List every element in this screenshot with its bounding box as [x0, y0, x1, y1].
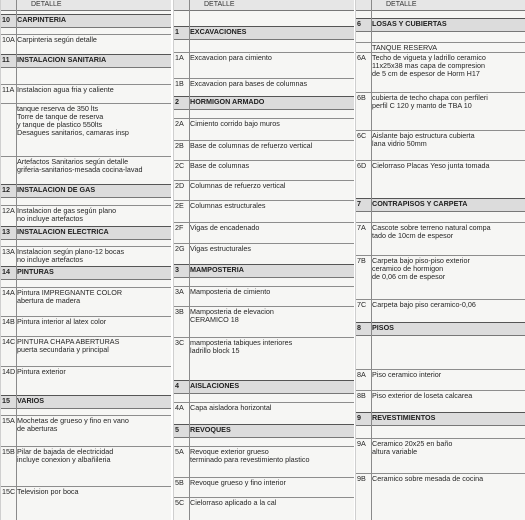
section-title — [17, 16, 169, 24]
section-title — [17, 56, 169, 64]
item-description — [190, 182, 352, 190]
item-description — [372, 440, 524, 456]
description-line: Cielorraso Placas Yeso junta tomada — [372, 161, 490, 170]
description-line: Pintura interior al latex color — [17, 317, 107, 326]
item-number: 3B — [175, 307, 184, 316]
description-line: PISOS — [372, 323, 394, 332]
item-description — [190, 339, 352, 355]
description-line: Mochetas de grueso y fino en vano — [17, 416, 129, 425]
item-row — [1, 103, 171, 140]
section-row — [174, 264, 354, 278]
item-description — [372, 371, 524, 379]
item-number: 7B — [357, 256, 366, 265]
item-number: 5A — [175, 447, 184, 456]
item-description — [372, 301, 524, 309]
description-line: HORMIGON ARMADO — [190, 97, 265, 106]
description-line: Cielorraso aplicado a la cal — [190, 498, 277, 507]
item-description — [190, 142, 352, 150]
number-column-divider — [371, 0, 372, 520]
item-number: 7A — [357, 223, 366, 232]
item-number: 5C — [175, 498, 185, 507]
item-number: 10 — [2, 15, 10, 24]
item-number: 6A — [357, 53, 366, 62]
page-right — [355, 0, 525, 520]
description-line: Carpinteria según detalle — [17, 35, 97, 44]
column-header: DETALLE — [1, 0, 171, 11]
item-row — [174, 118, 354, 131]
section-title — [372, 414, 524, 422]
item-description — [17, 338, 169, 354]
description-line: Television por boca — [17, 487, 79, 496]
description-line: de 0,06 cm de espesor — [372, 272, 446, 281]
item-number: 14A — [2, 288, 15, 297]
item-number: 3 — [175, 265, 179, 274]
item-row — [1, 415, 171, 436]
description-line: terminado para revestimiento plastico — [190, 455, 310, 464]
description-line: Artefactos Sanitarios según detalle — [17, 157, 129, 166]
item-number: 2D — [175, 181, 185, 190]
item-number: 8 — [357, 323, 361, 332]
item-number: 15A — [2, 416, 15, 425]
description-line: Piso exterior de loseta calcarea — [372, 391, 473, 400]
item-row — [174, 222, 354, 235]
description-line: TANQUE RESERVA — [372, 43, 438, 52]
number-column-divider — [189, 0, 190, 520]
item-number: 2A — [175, 119, 184, 128]
item-number: 12A — [2, 206, 15, 215]
description-line: no incluye artefactos — [17, 255, 83, 264]
item-number: 14C — [2, 337, 16, 346]
description-line: Revoque grueso y fino interior — [190, 478, 286, 487]
item-number: 12 — [2, 185, 10, 194]
section-title — [372, 20, 524, 28]
item-description — [190, 202, 352, 210]
description-line: Piso ceramico interior — [372, 370, 442, 379]
item-row — [1, 287, 171, 308]
item-description — [372, 224, 524, 240]
item-description — [372, 392, 524, 400]
section-title — [190, 426, 352, 434]
item-description — [17, 488, 169, 496]
page-middle — [173, 0, 354, 520]
description-line: Cascote sobre terreno natural compa — [372, 223, 491, 232]
section-row — [1, 395, 171, 409]
item-description — [17, 289, 169, 305]
item-row — [356, 92, 525, 113]
description-line: abertura de madera — [17, 296, 81, 305]
item-description — [190, 479, 352, 487]
item-row — [174, 286, 354, 299]
description-line: 11x25x38 mas capa de compresion — [372, 61, 485, 70]
item-description — [372, 162, 524, 170]
item-description — [190, 245, 352, 253]
description-line: Mamposteria de elevacion — [190, 307, 274, 316]
section-row — [174, 96, 354, 110]
section-row — [1, 266, 171, 280]
section-row — [1, 226, 171, 240]
item-row — [174, 52, 354, 65]
item-number: 6 — [357, 19, 361, 28]
section-title — [17, 228, 169, 236]
description-line: cubierta de techo chapa con perfileri — [372, 93, 488, 102]
item-description — [190, 120, 352, 128]
description-line: Vigas estructurales — [190, 244, 251, 253]
description-line: perfil C 120 y manto de TBA 10 — [372, 101, 472, 110]
item-number: 15C — [2, 487, 16, 496]
item-description — [17, 248, 169, 264]
description-line: EXCAVACIONES — [190, 27, 247, 36]
item-number: 11A — [2, 85, 15, 94]
item-description — [190, 80, 352, 88]
description-line: ladrillo block 15 — [190, 346, 240, 355]
section-title — [17, 186, 169, 194]
item-number: 15 — [2, 396, 10, 405]
item-row — [356, 52, 525, 81]
section-title — [190, 28, 352, 36]
item-number: 2G — [175, 244, 185, 253]
item-number: 2E — [175, 201, 184, 210]
item-number: 5B — [175, 478, 184, 487]
description-line: REVESTIMIENTOS — [372, 413, 436, 422]
description-line: INSTALACION SANITARIA — [17, 55, 107, 64]
item-row — [1, 84, 171, 97]
item-row — [174, 200, 354, 213]
description-line: Techo de vigueta y ladrillo ceramico — [372, 53, 486, 62]
item-row — [1, 205, 171, 226]
item-number: 1B — [175, 79, 184, 88]
section-title — [372, 200, 524, 208]
column-header: DETALLE — [174, 0, 354, 11]
section-row — [356, 198, 525, 212]
item-number: 2B — [175, 141, 184, 150]
item-number: 10A — [2, 35, 15, 44]
item-number: 2C — [175, 161, 185, 170]
description-line: no incluye artefactos — [17, 214, 83, 223]
section-title — [372, 324, 524, 332]
item-description — [190, 288, 352, 296]
item-row — [174, 160, 354, 173]
description-line: Instalacion según plano-12 bocas — [17, 247, 125, 256]
item-row — [174, 243, 354, 256]
description-line: Columnas estructurales — [190, 201, 266, 210]
description-line: y tanque de plastico 550lts — [17, 120, 103, 129]
item-row — [356, 130, 525, 151]
description-line: Instalacion de gas según plano — [17, 206, 117, 215]
number-column-divider — [16, 0, 17, 520]
item-row — [356, 255, 525, 284]
item-row — [1, 156, 171, 177]
description-line: de 5 cm de espesor de Horm H17 — [372, 69, 480, 78]
item-description — [372, 94, 524, 110]
description-line: Mamposteria de cimiento — [190, 287, 271, 296]
item-row — [1, 34, 171, 47]
item-description — [17, 448, 169, 464]
item-number: 4 — [175, 381, 179, 390]
item-number: 13A — [2, 247, 15, 256]
item-number: 1A — [175, 53, 184, 62]
item-row — [174, 78, 354, 91]
item-description — [190, 404, 352, 412]
item-number: 5 — [175, 425, 179, 434]
description-line: altura variable — [372, 447, 418, 456]
description-line: Ceramico sobre mesada de cocina — [372, 474, 484, 483]
item-number: 13 — [2, 227, 10, 236]
section-row — [356, 412, 525, 426]
section-row — [174, 380, 354, 394]
item-number: 9 — [357, 413, 361, 422]
description-line: Aislante bajo estructura cubierta — [372, 131, 475, 140]
description-line: INSTALACION DE GAS — [17, 185, 96, 194]
item-row — [1, 486, 171, 499]
description-line: CERAMICO 18 — [190, 315, 239, 324]
item-row — [356, 390, 525, 403]
item-description — [190, 448, 352, 464]
description-line: Base de columnas de refuerzo vertical — [190, 141, 313, 150]
item-row — [1, 366, 171, 379]
section-title — [190, 382, 352, 390]
item-description — [17, 158, 169, 174]
description-line: AISLACIONES — [190, 381, 240, 390]
section-title — [17, 397, 169, 405]
description-line: CARPINTERIA — [17, 15, 67, 24]
column-header: DETALLE — [356, 0, 525, 11]
description-line: Pintura exterior — [17, 367, 66, 376]
section-row — [356, 18, 525, 32]
page-left — [0, 0, 171, 520]
item-number: 2 — [175, 97, 179, 106]
section-row — [356, 322, 525, 336]
description-line: griferia-sanitarios-mesada cocina-lavad — [17, 165, 143, 174]
section-title — [17, 268, 169, 276]
description-line: Revoque exterior grueso — [190, 447, 269, 456]
section-row — [1, 14, 171, 28]
description-line: puerta secundaria y principal — [17, 345, 109, 354]
description-line: ceramico de hormigon — [372, 264, 444, 273]
item-row — [356, 438, 525, 459]
description-line: VARIOS — [17, 396, 45, 405]
item-row — [1, 446, 171, 467]
item-row — [174, 180, 354, 193]
section-row — [174, 26, 354, 40]
section-row — [1, 54, 171, 68]
description-line: Torre de tanque de reserva — [17, 112, 104, 121]
item-row — [1, 316, 171, 329]
item-description — [372, 54, 524, 78]
item-description — [190, 499, 352, 507]
item-number: 9A — [357, 439, 366, 448]
description-line: incluye conexion y albañileria — [17, 455, 111, 464]
item-number: 1 — [175, 27, 179, 36]
item-description — [17, 368, 169, 376]
item-description — [190, 308, 352, 324]
item-row — [356, 222, 525, 243]
item-description — [17, 105, 169, 137]
description-line: de aberturas — [17, 424, 58, 433]
description-line: Columnas de refuerzo vertical — [190, 181, 286, 190]
item-description — [17, 86, 169, 94]
description-line: Desagues sanitarios, camaras insp — [17, 128, 129, 137]
description-line: Vigas de encadenado — [190, 223, 260, 232]
item-row — [174, 306, 354, 327]
description-line: tanque reserva de 350 lts — [17, 104, 99, 113]
description-line: INSTALACION ELECTRICA — [17, 227, 109, 236]
description-line: Ceramico 20x25 en baño — [372, 439, 453, 448]
item-description — [372, 257, 524, 281]
item-number: 6C — [357, 131, 367, 140]
item-row — [174, 402, 354, 415]
item-description — [17, 36, 169, 44]
description-line: PINTURAS — [17, 267, 54, 276]
section-title — [190, 98, 352, 106]
item-description — [372, 132, 524, 148]
item-description — [190, 54, 352, 62]
item-number: 2F — [175, 223, 184, 232]
item-number: 14D — [2, 367, 16, 376]
item-description — [17, 207, 169, 223]
item-row — [174, 497, 354, 510]
description-line: REVOQUES — [190, 425, 231, 434]
description-line: mamposteria tabiques interiores — [190, 338, 293, 347]
item-row — [1, 336, 171, 357]
description-line: Base de columnas — [190, 161, 250, 170]
description-line: Carpeta bajo piso ceramico-0,06 — [372, 300, 476, 309]
item-description — [17, 417, 169, 433]
item-description — [372, 44, 524, 52]
section-row — [174, 424, 354, 438]
description-line: Excavacion para cimiento — [190, 53, 272, 62]
description-line: Pintura IMPREGNANTE COLOR — [17, 288, 123, 297]
item-number: 7 — [357, 199, 361, 208]
description-line: Carpeta bajo piso-piso exterior — [372, 256, 470, 265]
item-row — [1, 246, 171, 267]
item-number: 15B — [2, 447, 15, 456]
item-number: 6B — [357, 93, 366, 102]
item-row — [174, 477, 354, 490]
section-row — [1, 184, 171, 198]
description-line: LOSAS Y CUBIERTAS — [372, 19, 447, 28]
item-number: 11 — [2, 55, 10, 64]
description-line: MAMPOSTERIA — [190, 265, 244, 274]
item-row — [356, 160, 525, 173]
item-number: 3C — [175, 338, 185, 347]
item-number: 8B — [357, 391, 366, 400]
description-line: Capa aisladora horizontal — [190, 403, 272, 412]
item-number: 3A — [175, 287, 184, 296]
description-line: Instalacion agua fria y caliente — [17, 85, 114, 94]
item-row — [174, 446, 354, 467]
description-line: PINTURA CHAPA ABERTURAS — [17, 337, 120, 346]
item-number: 14B — [2, 317, 15, 326]
item-row — [356, 473, 525, 486]
item-number: 8A — [357, 370, 366, 379]
item-row — [174, 337, 354, 358]
item-number: 14 — [2, 267, 10, 276]
description-line: CONTRAPISOS Y CARPETA — [372, 199, 468, 208]
item-number: 9B — [357, 474, 366, 483]
item-description — [190, 224, 352, 232]
item-row — [356, 369, 525, 382]
description-line: Excavacion para bases de columnas — [190, 79, 308, 88]
item-number: 6D — [357, 161, 367, 170]
item-description — [17, 318, 169, 326]
description-line: Cimiento corrido bajo muros — [190, 119, 280, 128]
item-row — [174, 140, 354, 153]
item-description — [190, 162, 352, 170]
item-number: 7C — [357, 300, 367, 309]
description-line: tado de 10cm de espesor — [372, 231, 454, 240]
item-number: 4A — [175, 403, 184, 412]
description-line: lana vidrio 50mm — [372, 139, 427, 148]
section-title — [190, 266, 352, 274]
item-row — [356, 299, 525, 312]
description-line: Pilar de bajada de electricidad — [17, 447, 114, 456]
item-description — [372, 475, 524, 483]
